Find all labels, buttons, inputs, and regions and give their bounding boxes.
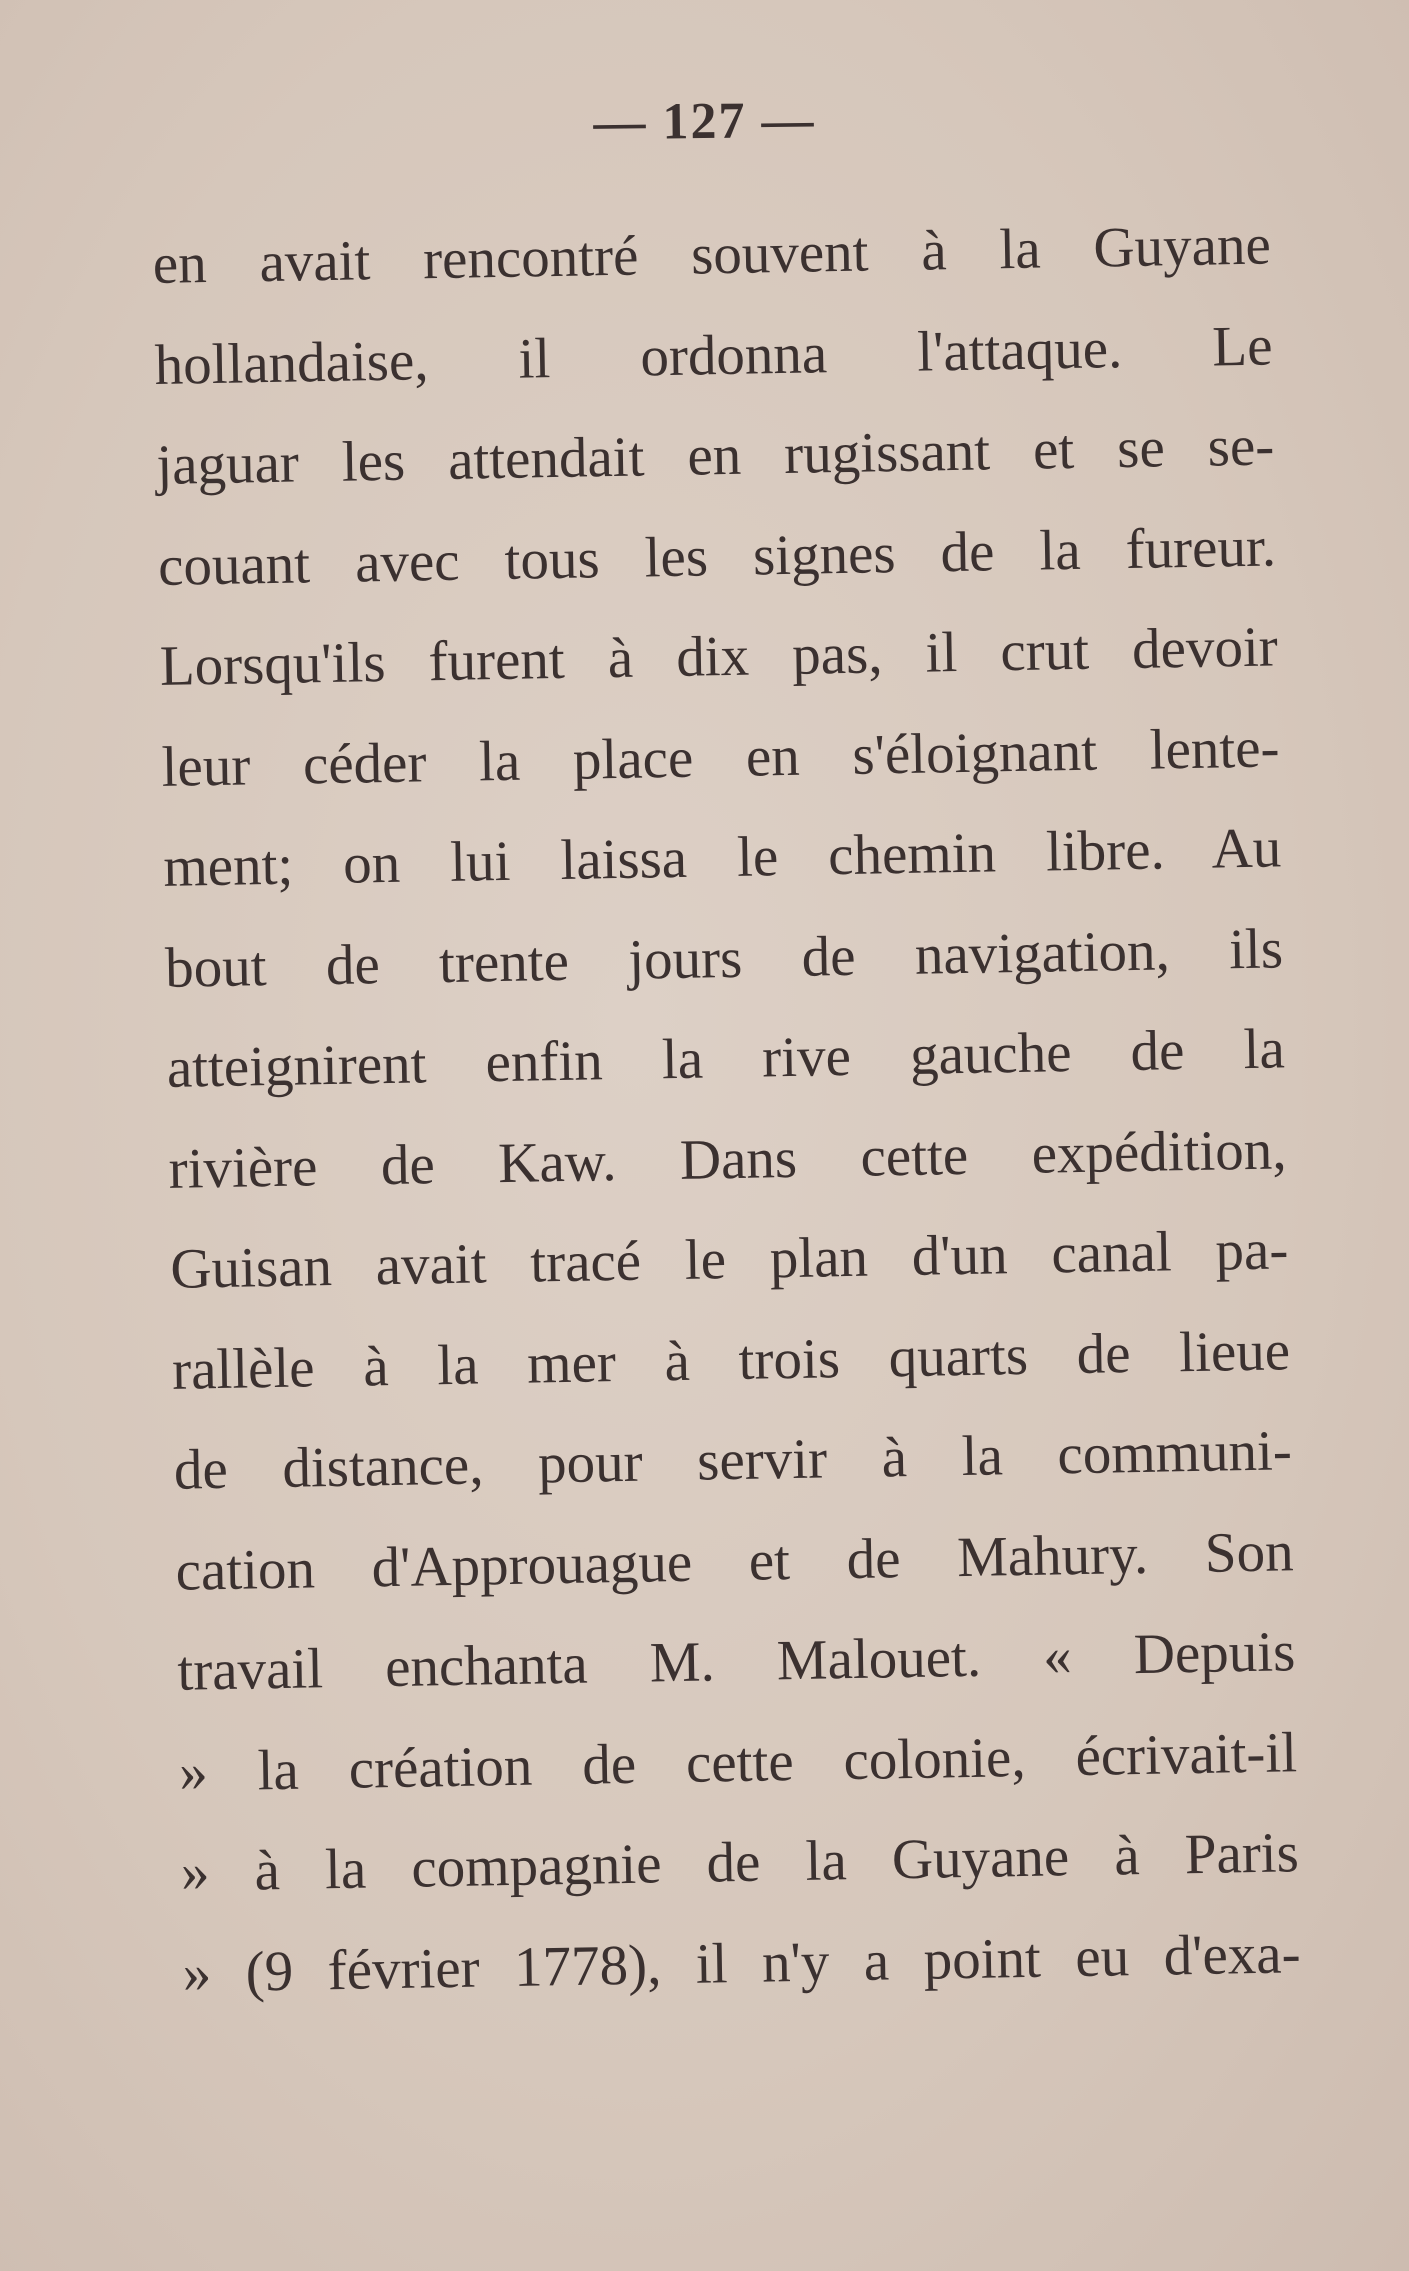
text-line: Guisan avait tracé le plan d'un canal pa- bbox=[169, 1218, 1289, 1301]
text-line: couant avec tous les signes de la fureur. bbox=[157, 514, 1277, 598]
text-line: jaguar les attendait en rugissant et se se- bbox=[155, 414, 1275, 497]
text-line: travail enchanta M. Malouet. « Depuis bbox=[176, 1620, 1296, 1703]
text-line: hollandaise, il ordonna l'attaque. Le bbox=[154, 313, 1273, 397]
text-line: rallèle à la mer à trois quarts de lieue bbox=[171, 1318, 1291, 1402]
page-number: — 127 — bbox=[593, 91, 816, 152]
text-line: en avait rencontré souvent à la Guyane bbox=[152, 213, 1272, 296]
text-line: » à la compagnie de la Guyane à Paris bbox=[180, 1821, 1300, 1904]
text-line: atteignirent enfin la rive gauche de la bbox=[166, 1017, 1286, 1100]
text-line: Lorsqu'ils furent à dix pas, il crut devoir bbox=[159, 615, 1279, 698]
text-line: leur céder la place en s'éloignant lente- bbox=[161, 715, 1281, 799]
page-text bbox=[152, 195, 1301, 2023]
text-line: » la création de cette colonie, écrivait-il bbox=[178, 1720, 1298, 1804]
text-line: de distance, pour servir à la communi- bbox=[173, 1419, 1293, 1502]
text-line: cation d'Approuague et de Mahury. Son bbox=[175, 1519, 1295, 1603]
text-line: bout de trente jours de navigation, ils bbox=[164, 916, 1284, 1000]
text-line: ment; on lui laissa le chemin libre. Au bbox=[162, 816, 1282, 899]
text-line: » (9 février 1778), il n'y a point eu d'exa- bbox=[182, 1921, 1302, 2005]
text-line: rivière de Kaw. Dans cette expédition, bbox=[168, 1117, 1288, 1201]
